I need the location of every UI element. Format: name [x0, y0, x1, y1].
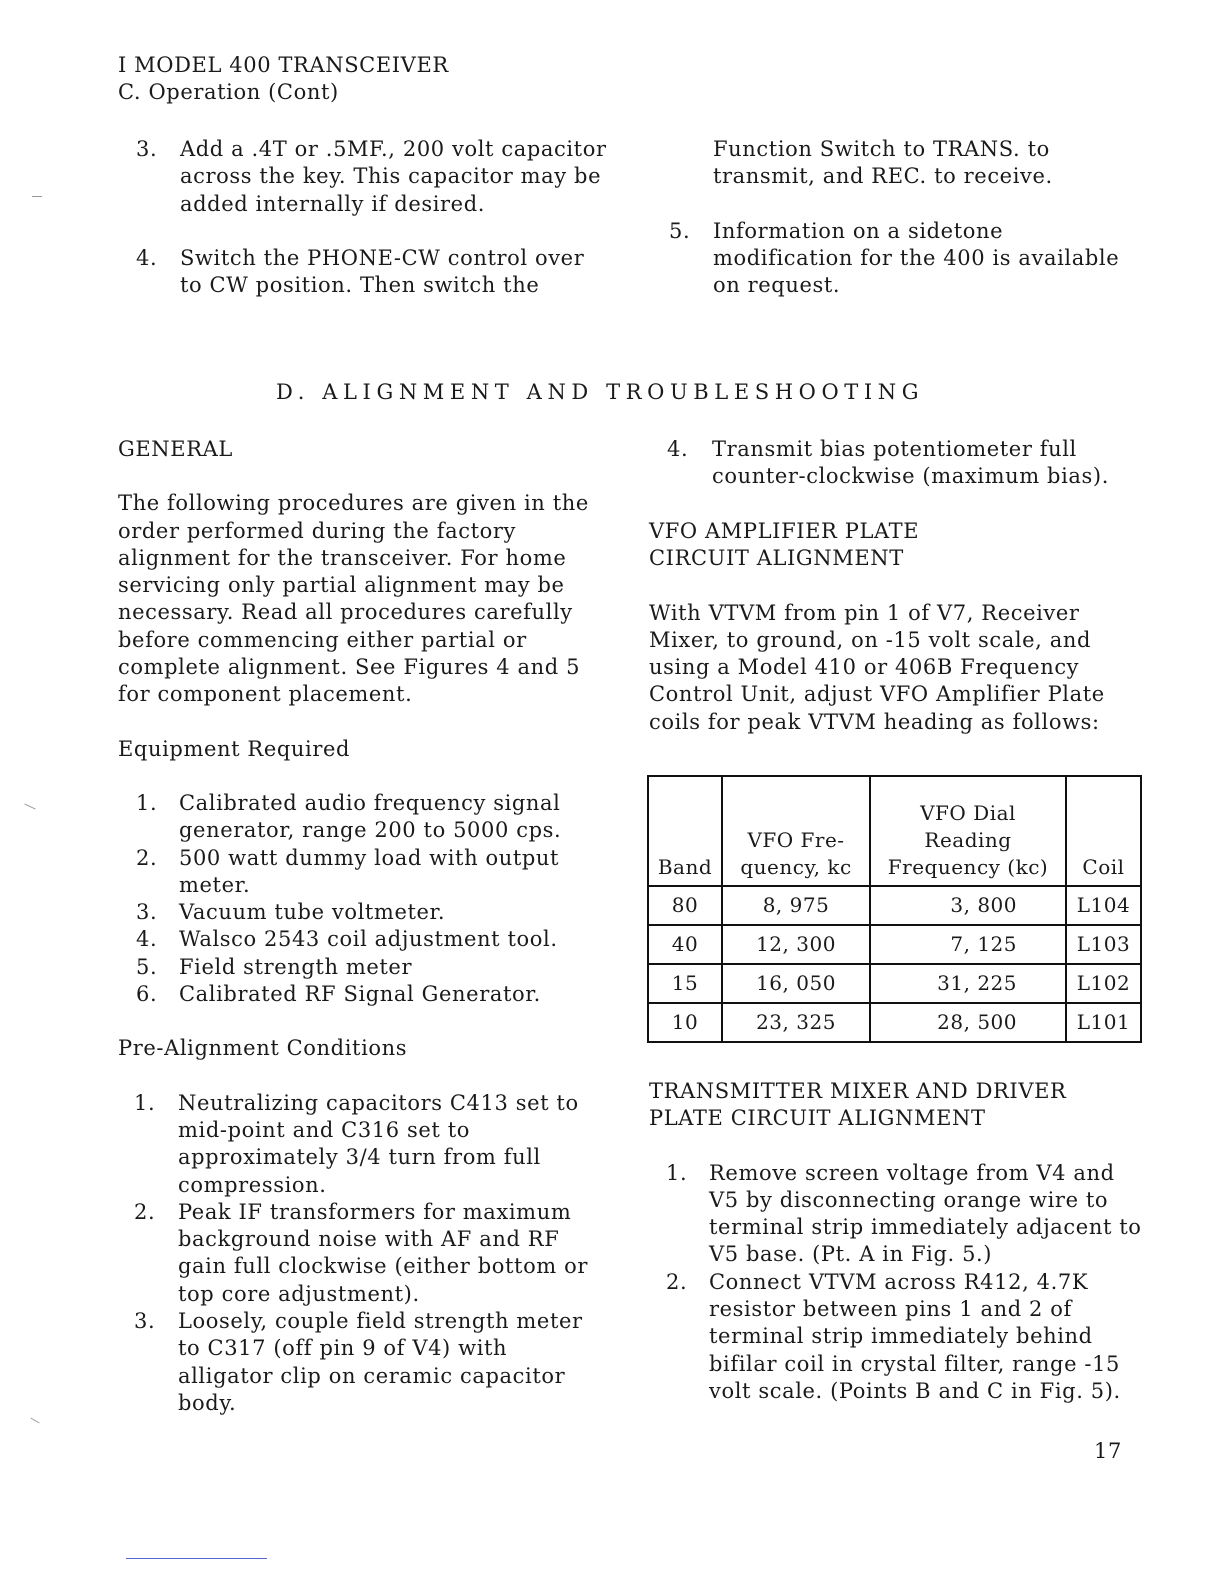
column-header-vfo-frequency: VFO Fre- quency, kc — [722, 776, 870, 886]
list-item — [136, 790, 612, 845]
dial-reading-cell: 28, 500 — [870, 1003, 1066, 1042]
coil-cell: L104 — [1066, 886, 1141, 925]
list-item — [136, 981, 612, 1008]
manual-title: I MODEL 400 TRANSCEIVER — [118, 53, 449, 77]
item-text: Calibrated audio frequency signal generator, range 200 to 5000 cps. — [179, 790, 562, 843]
section-title: D. ALIGNMENT AND TROUBLESHOOTING — [276, 380, 925, 404]
item-text: Add a .4T or .5MF., 200 volt capacitor across the key. This capacitor may be added internally if desired. — [180, 137, 607, 216]
vfo-frequency-cell: 8, 975 — [722, 886, 870, 925]
vfo-frequency-cell: 12, 300 — [722, 925, 870, 964]
band-cell: 10 — [648, 1003, 722, 1042]
general-paragraph: The following procedures are given in the order performed during the factory alignment for the transceiver. For home servicing only partial alignment may be necessary. Read all procedures carefully before commencing either partial or complete alignment. See Figures 4 and 5 for component placement. — [118, 491, 589, 707]
item-text: Loosely, couple field strength meter to C317 (off pin 9 of V4) with alligator clip on ceramic capacitor body. — [178, 1309, 583, 1415]
list-item — [136, 926, 612, 953]
list-item — [136, 245, 612, 300]
operation-left-list — [136, 136, 612, 299]
item-number: 5. — [136, 954, 158, 979]
table-row — [648, 964, 1141, 1003]
pre-alignment-continued — [667, 436, 1147, 491]
item-text: Switch the PHONE-CW control over to CW position. Then switch the — [180, 245, 585, 298]
list-item — [669, 218, 1121, 300]
band-cell: 40 — [648, 925, 722, 964]
item-number: 1. — [136, 790, 158, 815]
item-text: Remove screen voltage from V4 and V5 by disconnecting orange wire to terminal strip immediately adjacent to V5 base. (Pt. A in Fig. 5.) — [709, 1160, 1142, 1267]
list-item — [136, 845, 612, 900]
pre-alignment-list — [134, 1090, 604, 1418]
list-item — [667, 436, 1147, 491]
list-item — [666, 1269, 1146, 1405]
item-number: 4. — [667, 437, 689, 461]
mixer-heading-line2: PLATE CIRCUIT ALIGNMENT — [649, 1106, 986, 1131]
vfo-heading-line1: VFO AMPLIFIER PLATE — [649, 519, 920, 543]
column-header-dial-reading: VFO Dial Reading Frequency (kc) — [870, 776, 1066, 886]
column-header-coil: Coil — [1066, 776, 1141, 886]
item-number: 4. — [136, 927, 158, 952]
item-number: 6. — [136, 982, 158, 1007]
vfo-frequency-cell: 16, 050 — [722, 964, 870, 1003]
list-item — [136, 136, 612, 218]
list-item — [136, 954, 612, 981]
item-text: Vacuum tube voltmeter. — [179, 900, 446, 925]
page-header — [118, 52, 449, 106]
table-header-row — [648, 776, 1141, 886]
item-number: 1. — [666, 1160, 688, 1185]
item-text: Walsco 2543 coil adjustment tool. — [179, 927, 558, 952]
item-number: 2. — [134, 1199, 156, 1224]
left-column — [118, 436, 618, 1417]
vfo-paragraph: With VTVM from pin 1 of V7, Receiver Mixer, to ground, on -15 volt scale, and using a Model 410 or 406B Frequency Control Unit, adjust VFO Amplifier Plate coils for peak VTVM heading as follows: — [649, 600, 1105, 734]
dial-reading-cell: 7, 125 — [870, 925, 1066, 964]
table-row — [648, 925, 1141, 964]
item-number: 5. — [669, 218, 691, 243]
table-row — [648, 1003, 1141, 1042]
coil-cell: L102 — [1066, 964, 1141, 1003]
continuation-text: Function Switch to TRANS. to transmit, and REC. to receive. — [713, 137, 1053, 189]
list-item — [134, 1308, 604, 1417]
item-text: Calibrated RF Signal Generator. — [179, 982, 541, 1007]
operation-right-list — [669, 136, 1121, 299]
item-number: 3. — [134, 1309, 156, 1334]
list-item — [136, 899, 612, 926]
vfo-section — [649, 518, 1149, 736]
item-number: 3. — [136, 900, 158, 925]
item-number: 2. — [666, 1269, 688, 1294]
coil-cell: L103 — [1066, 925, 1141, 964]
item-text: Field strength meter — [179, 954, 413, 979]
vfo-table — [647, 775, 1142, 1043]
item-text: Transmit bias potentiometer full counter-clockwise (maximum bias). — [712, 437, 1109, 489]
column-header-band: Band — [648, 776, 722, 886]
mixer-list — [666, 1160, 1146, 1406]
item-text: Neutralizing capacitors C413 set to mid-point and C316 set to approximately 3/4 turn from full compression. — [178, 1090, 579, 1197]
vfo-heading-line2: CIRCUIT ALIGNMENT — [649, 546, 904, 571]
band-cell: 80 — [648, 886, 722, 925]
item-text: Information on a sidetone modification for the 400 is available on request. — [713, 218, 1120, 298]
item-number: 1. — [134, 1090, 156, 1115]
mixer-section — [649, 1078, 1149, 1405]
list-item — [134, 1199, 604, 1308]
scan-mark — [24, 804, 35, 810]
scan-mark — [30, 1418, 39, 1424]
vfo-frequency-cell: 23, 325 — [722, 1003, 870, 1042]
item-text: Peak IF transformers for maximum background noise with AF and RF gain full clockwise (either bottom or top core adjustment). — [178, 1199, 588, 1306]
item-number: 4. — [136, 245, 158, 270]
equipment-list — [136, 790, 612, 1008]
item-number: 2. — [136, 845, 158, 870]
equipment-heading: Equipment Required — [118, 736, 351, 761]
scan-underline — [126, 1558, 267, 1559]
mixer-heading-line1: TRANSMITTER MIXER AND DRIVER — [649, 1079, 1067, 1103]
general-heading: GENERAL — [118, 437, 233, 461]
pre-alignment-heading: Pre-Alignment Conditions — [118, 1036, 408, 1061]
item-text: Connect VTVM across R412, 4.7K resistor between pins 1 and 2 of terminal strip immediately behind bifilar coil in crystal filter, range -15 volt scale. (Points B and C in Fig. 5). — [709, 1269, 1121, 1403]
item-text: 500 watt dummy load with output meter. — [179, 845, 560, 897]
coil-cell: L101 — [1066, 1003, 1141, 1042]
table-row — [648, 886, 1141, 925]
band-cell: 15 — [648, 964, 722, 1003]
dial-reading-cell: 31, 225 — [870, 964, 1066, 1003]
subsection-title: C. Operation (Cont) — [118, 80, 339, 104]
item-number: 3. — [136, 137, 158, 161]
list-item — [666, 1160, 1146, 1269]
scan-mark — [32, 196, 42, 197]
list-item — [134, 1090, 604, 1199]
dial-reading-cell: 3, 800 — [870, 886, 1066, 925]
page-number: 17 — [1094, 1439, 1122, 1463]
